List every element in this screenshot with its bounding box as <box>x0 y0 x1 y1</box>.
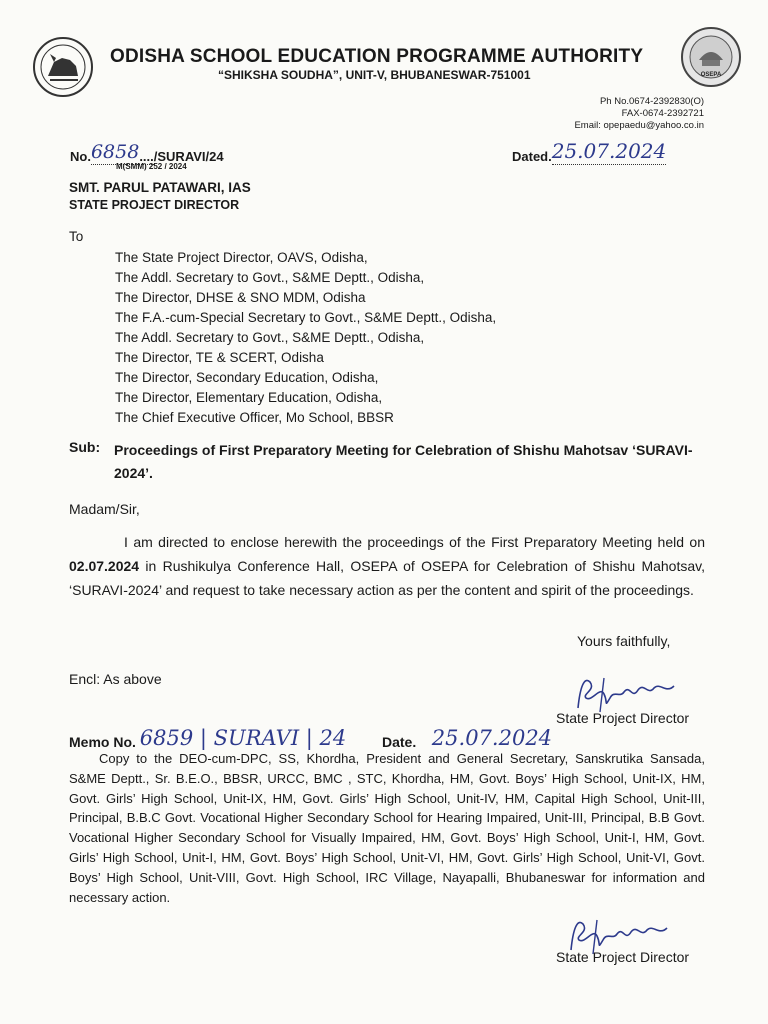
phone-number: Ph No.0674-2392830(O) <box>599 96 704 107</box>
addressee-item: The Director, DHSE & SNO MDM, Odisha <box>115 290 366 305</box>
osepa-logo-text: OSEPA <box>700 72 722 78</box>
signatory-title-1: State Project Director <box>556 710 690 726</box>
osepa-logo <box>680 26 742 88</box>
subject-label: Sub: <box>69 439 101 455</box>
addressee-item: The F.A.-cum-Special Secretary to Govt., S&ME Deptt., Odisha, <box>115 310 497 325</box>
sender-title: STATE PROJECT DIRECTOR <box>69 198 240 212</box>
memo-date-label: Date. <box>382 734 417 750</box>
letter-date <box>512 139 667 166</box>
closing: Yours faithfully, <box>577 633 671 649</box>
addressee-item: The State Project Director, OAVS, Odisha, <box>115 250 368 265</box>
memo-label: Memo No. <box>69 734 136 750</box>
meeting-date: 02.07.2024 <box>69 558 140 574</box>
addressee-item: The Director, Secondary Education, Odisha, <box>115 370 379 385</box>
dated-label: Dated. <box>512 149 552 164</box>
fax-number: FAX-0674-2392721 <box>621 108 704 119</box>
letter-number: No.6858..../SURAVI/24 <box>70 141 224 164</box>
addressee-item: The Director, Elementary Education, Odisha, <box>115 390 383 405</box>
email-address: Email: opepaedu@yahoo.co.in <box>574 120 704 131</box>
org-address: “SHIKSHA SOUDHA”, UNIT-V, BHUBANESWAR-751001 <box>218 68 531 82</box>
addressee-item: The Chief Executive Officer, Mo School, BBSR <box>115 410 394 425</box>
odisha-emblem-logo <box>32 36 94 98</box>
memo-body: Copy to the DEO-cum-DPC, SS, Khordha, President and General Secretary, Sanskrutika Sansada, S&ME Deptt., Sr. B.E.O., BBSR, URCC, BMC , STC, Khordha, HM, Govt. Boys’ High School, Unit-IX, HM, Govt. Girls’ High School, Unit-IX, HM, Govt. Girls’ High School, Unit-IV, HM, Capital High School, Unit-III, Principal, B.B.C Govt. Vocational Higher Secondary School for Hearing Impaired, Unit-III, Principal, B.B Govt. Vocational Higher Secondary School for Visually Impaired, HM, Govt. Boys’ High School, Unit-I, HM, Govt. Girls’ High School, Unit-I, HM, Govt. Boys’ High School, Unit-VI, HM, Govt. Girls’ High School, Unit-VI, Govt. Boys’ High School, Unit-VIII, Govt. High School, IRC Village, Nayapalli, Bhubaneswar for information and necessary action. <box>69 751 705 905</box>
addressee-item: The Addl. Secretary to Govt., S&ME Deptt., Odisha, <box>115 270 425 285</box>
letter-body <box>69 530 705 602</box>
dated-handwritten: 25.07.2024 <box>551 139 667 163</box>
sender-name: SMT. PARUL PATAWARI, IAS <box>69 180 251 195</box>
addressee-item: The Addl. Secretary to Govt., S&ME Deptt., Odisha, <box>115 330 425 345</box>
letter-number-suffix: /SURAVI/24 <box>153 149 224 164</box>
salutation: Madam/Sir, <box>69 501 140 517</box>
addressee-item: The Director, TE & SCERT, Odisha <box>115 350 324 365</box>
contact-block <box>574 96 704 132</box>
signatory-title-2: State Project Director <box>556 949 690 965</box>
body-part-1: I am directed to enclose herewith the proceedings of the First Preparatory Meeting held on <box>124 534 705 550</box>
memo-number-handwritten: 6859 | SURAVI | 24 <box>139 726 347 750</box>
addressee-list <box>115 248 496 428</box>
to-label: To <box>69 229 84 244</box>
letter-number-prefix: No. <box>70 149 91 164</box>
org-name: ODISHA SCHOOL EDUCATION PROGRAMME AUTHORITY <box>110 46 644 67</box>
letter-number-handwritten: 6858 <box>90 141 140 163</box>
enclosure-note: Encl: As above <box>69 671 162 687</box>
memo-date-handwritten: 25.07.2024 <box>431 726 553 750</box>
subject-text: Proceedings of First Preparatory Meeting for Celebration of Shishu Mahotsav ‘SURAVI-2024’. <box>114 442 693 481</box>
file-reference: M(SMM) 252 / 2024 <box>116 162 187 171</box>
body-part-2: in Rushikulya Conference Hall, OSEPA of OSEPA for Celebration of Shishu Mahotsav, ‘SURAVI-2024’ and request to take necessary action as per the content and spirit of the proceedings. <box>69 558 705 598</box>
